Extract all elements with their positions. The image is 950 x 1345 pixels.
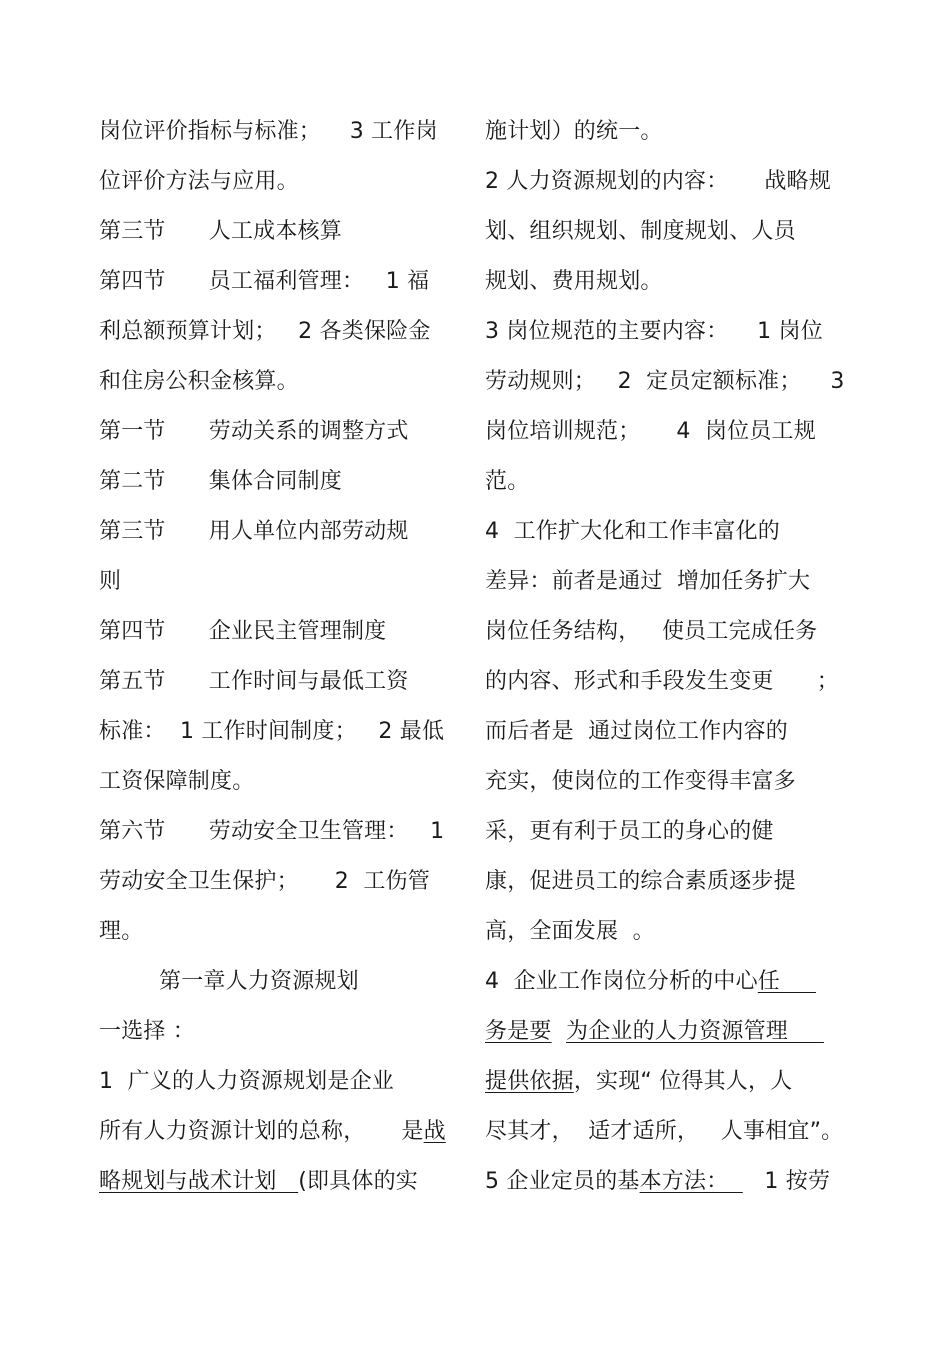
text-segment: 的内容、形式和手段发生变更 ；	[485, 669, 839, 694]
text-segment: 标准： 1 工作时间制度； 2 最低	[99, 719, 445, 744]
text-segment: 第三节 人工成本核算	[99, 219, 342, 244]
underlined-text: 任	[757, 969, 816, 994]
left-column-line	[99, 162, 459, 212]
text-segment: 第四节 员工福利管理： 1 福	[99, 269, 430, 294]
left-column-line	[99, 612, 459, 662]
text-segment: 岗位培训规范； 4 岗位员工规	[485, 419, 816, 444]
right-column-line	[485, 812, 855, 862]
text-segment: 一选择 ：	[99, 1019, 195, 1044]
left-column-line	[99, 412, 459, 462]
right-column-line	[485, 262, 855, 312]
text-segment: 4 企业工作岗位分析的中心	[485, 969, 758, 994]
text-segment: 所有人力资源计划的总称， 是	[99, 1119, 424, 1144]
left-column-line	[99, 912, 459, 962]
text-segment: 则	[99, 569, 122, 594]
text-segment: 康，促进员工的综合素质逐步提	[485, 869, 796, 894]
text-segment: 2 人力资源规划的内容： 战略规	[485, 169, 831, 194]
text-segment: 和住房公积金核算。	[99, 369, 299, 394]
text-segment: 岗位任务结构， 使员工完成任务	[485, 619, 818, 644]
right-column-line	[485, 862, 855, 912]
right-column-line	[485, 362, 855, 412]
right-column-line	[485, 912, 855, 962]
right-column-line	[485, 1162, 855, 1212]
right-column-line	[485, 962, 855, 1012]
left-column-line	[99, 1012, 459, 1062]
left-column-line	[99, 1112, 459, 1162]
left-column-line	[99, 212, 459, 262]
left-column-line	[99, 962, 459, 1012]
right-column-line	[485, 512, 855, 562]
right-column-line	[485, 212, 855, 262]
left-column-line	[99, 312, 459, 362]
right-column-line	[485, 412, 855, 462]
text-segment: 高，全面发展 。	[485, 919, 655, 944]
right-column-line	[485, 162, 855, 212]
text-segment	[552, 1019, 566, 1044]
text-segment: 尽其才， 适才适所， 人事相宜”。	[485, 1119, 844, 1144]
right-column-line	[485, 112, 855, 162]
text-segment: 1 广义的人力资源规划是企业	[99, 1069, 394, 1094]
left-column-line	[99, 262, 459, 312]
text-segment: 位评价方法与应用。	[99, 169, 299, 194]
text-segment: 第二节 集体合同制度	[99, 469, 342, 494]
left-column-line	[99, 862, 459, 912]
right-column-line	[485, 1062, 855, 1112]
text-segment: 第五节 工作时间与最低工资	[99, 669, 409, 694]
left-column-line	[99, 812, 459, 862]
left-column-line	[99, 1162, 459, 1212]
right-column-line	[485, 662, 855, 712]
text-segment: 5 企业定员的基	[485, 1169, 640, 1194]
left-column-line	[99, 112, 459, 162]
text-segment: 采，更有利于员工的身心的健	[485, 819, 774, 844]
text-segment: 施计划）的统一。	[485, 119, 663, 144]
text-segment: 规划、费用规划。	[485, 269, 663, 294]
underlined-text: 为企业的人力资源管理	[566, 1019, 824, 1044]
underlined-text: 务是要	[485, 1019, 552, 1044]
right-column-line	[485, 462, 855, 512]
text-segment: 岗位评价指标与标准； 3 工作岗	[99, 119, 438, 144]
text-segment: 第一节 劳动关系的调整方式	[99, 419, 409, 444]
left-column-line	[99, 462, 459, 512]
left-column-line	[99, 562, 459, 612]
right-column-line	[485, 1012, 855, 1062]
text-segment: 范。	[485, 469, 530, 494]
right-column-line	[485, 712, 855, 762]
text-segment: 第四节 企业民主管理制度	[99, 619, 387, 644]
text-segment: 充实，使岗位的工作变得丰富多	[485, 769, 796, 794]
right-text-column	[485, 112, 855, 1212]
underlined-text: 本方法：	[639, 1169, 743, 1194]
right-column-line	[485, 762, 855, 812]
text-segment: 1 按劳	[742, 1169, 831, 1194]
text-segment: 工资保障制度。	[99, 769, 255, 794]
text-segment: 3 岗位规范的主要内容： 1 岗位	[485, 319, 823, 344]
text-segment: 利总额预算计划； 2 各类保险金	[99, 319, 431, 344]
left-text-column	[99, 112, 459, 1212]
text-segment: 理。	[99, 919, 144, 944]
right-column-line	[485, 612, 855, 662]
left-column-line	[99, 712, 459, 762]
left-column-line	[99, 362, 459, 412]
text-segment: ，实现“ 位得其人，人	[573, 1069, 793, 1094]
text-segment: 第六节 劳动安全卫生管理： 1	[99, 819, 445, 844]
underlined-text: 提供依据	[485, 1069, 574, 1094]
text-segment: 4 工作扩大化和工作丰富化的	[485, 519, 780, 544]
text-segment: 劳动规则； 2 定员定额标准； 3	[485, 369, 845, 394]
right-column-line	[485, 1112, 855, 1162]
underlined-text: 略规划与战术计划	[99, 1169, 299, 1194]
text-segment: 划、组织规划、制度规划、人员	[485, 219, 796, 244]
underlined-text: 战	[423, 1119, 446, 1144]
text-segment: 第三节 用人单位内部劳动规	[99, 519, 409, 544]
text-segment: (即具体的实	[298, 1169, 418, 1194]
text-segment: 差异：前者是通过 增加任务扩大	[485, 569, 811, 594]
text-segment: 第一章人力资源规划	[159, 969, 359, 994]
right-column-line	[485, 562, 855, 612]
text-segment: 劳动安全卫生保护； 2 工伤管	[99, 869, 430, 894]
left-column-line	[99, 512, 459, 562]
text-segment: 而后者是 通过岗位工作内容的	[485, 719, 788, 744]
left-column-line	[99, 762, 459, 812]
left-column-line	[99, 1062, 459, 1112]
left-column-line	[99, 662, 459, 712]
right-column-line	[485, 312, 855, 362]
